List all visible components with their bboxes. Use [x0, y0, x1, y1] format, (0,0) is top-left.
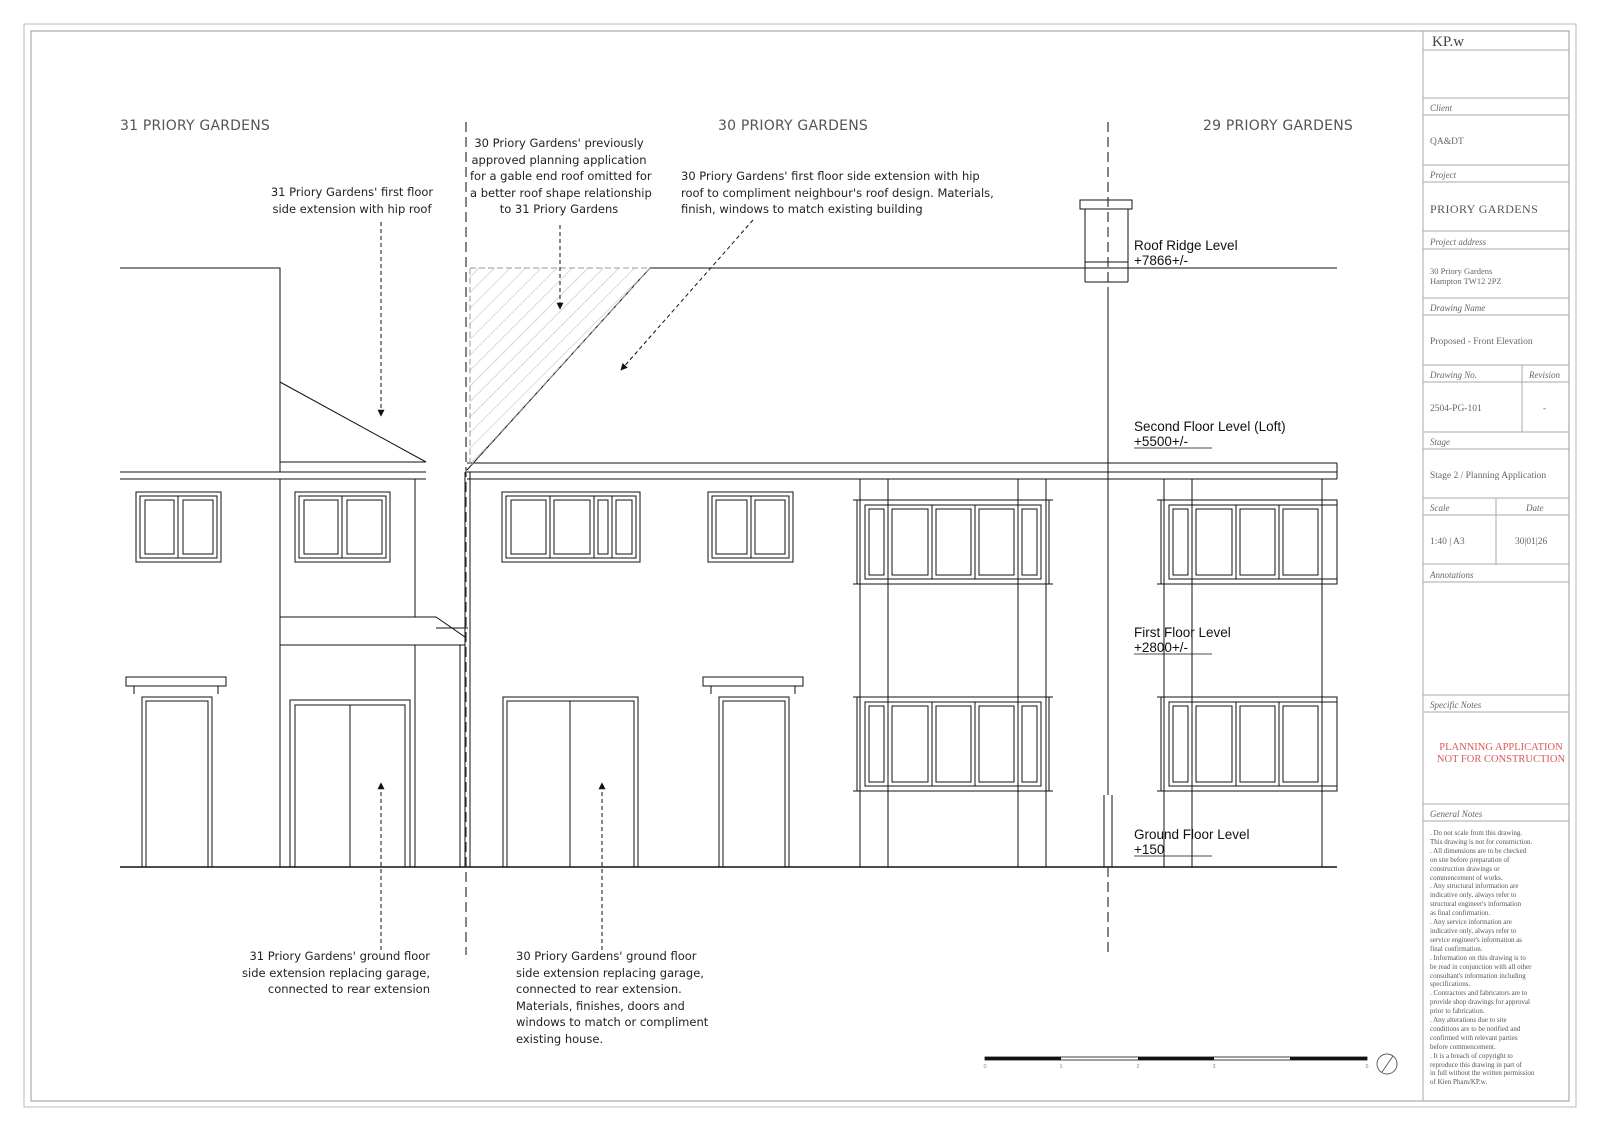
- general-note-line: This drawing is not for construction.: [1430, 837, 1533, 846]
- client-value: QA&DT: [1430, 137, 1464, 147]
- note-line: a better roof shape relationship: [470, 185, 652, 200]
- date-value: 30|01|26: [1515, 537, 1548, 547]
- level-name: Second Floor Level (Loft): [1134, 419, 1286, 434]
- general-note-line: . Any structural information are: [1430, 882, 1519, 891]
- note-line: connected to rear extension.: [516, 982, 682, 996]
- general-note-line: indicative only, always refer to: [1430, 926, 1517, 935]
- warning-line: NOT FOR CONSTRUCTION: [1436, 754, 1566, 765]
- level-name: First Floor Level: [1134, 625, 1231, 640]
- general-notes: [1430, 829, 1580, 1087]
- general-note-line: on site before preparation of: [1430, 855, 1510, 864]
- scale-tick-0: 0: [983, 1064, 987, 1070]
- general-note-line: indicative only, always refer to: [1430, 891, 1517, 900]
- note-line: to 31 Priory Gardens: [499, 202, 619, 216]
- note-line: windows to match or compliment: [516, 1015, 709, 1029]
- general-note-line: conditions are to be notified and: [1430, 1024, 1521, 1033]
- note-line: connected to rear extension: [267, 982, 430, 996]
- house-label-30: 30 PRIORY GARDENS: [718, 118, 868, 134]
- general-note-line: prior to fabrication.: [1430, 1007, 1485, 1016]
- north-arrow-icon: [1377, 1054, 1397, 1074]
- drawing-name-value: Proposed - Front Elevation: [1430, 337, 1533, 347]
- level-value: +2800+/-: [1134, 640, 1189, 655]
- drawing-no-value: 2504-PG-101: [1430, 404, 1482, 414]
- note-line: side extension with hip roof: [272, 201, 432, 216]
- note-31-ground-floor: [230, 948, 430, 998]
- note-line: side extension replacing garage,: [242, 965, 430, 980]
- scale-tick-1: 1: [1059, 1064, 1063, 1070]
- level-name: Ground Floor Level: [1134, 827, 1250, 842]
- note-30-gable-omitted: [470, 135, 652, 218]
- general-note-line: confirmed with relevant parties: [1430, 1033, 1518, 1042]
- scale-tick-2: 2: [1136, 1064, 1140, 1070]
- address-value: [1430, 266, 1502, 286]
- date-label: Date: [1526, 503, 1544, 513]
- general-note-line: provide shop drawings for approval: [1430, 998, 1530, 1007]
- level-ground-floor: [1134, 827, 1250, 857]
- note-line: roof to compliment neighbour's roof design. Materials,: [681, 185, 994, 200]
- warning-line: PLANNING APPLICATION: [1439, 742, 1563, 753]
- general-note-line: . It is a breach of copyright to: [1430, 1051, 1513, 1060]
- general-note-line: . Any service information are: [1430, 918, 1512, 927]
- general-note-line: reproduce this drawing in part of: [1430, 1060, 1522, 1069]
- note-line: 30 Priory Gardens' first floor side extension with hip: [681, 169, 980, 183]
- general-note-line: consultant's information including: [1430, 971, 1526, 980]
- level-name: Roof Ridge Level: [1134, 238, 1238, 253]
- drawing-name-label: Drawing Name: [1430, 303, 1486, 313]
- note-line: approved planning application: [471, 152, 647, 167]
- general-note-line: . Any alterations due to site: [1430, 1016, 1507, 1025]
- logo: KP.w: [1432, 34, 1465, 50]
- note-line: 30 Priory Gardens' ground floor: [516, 949, 697, 963]
- project-label: Project: [1430, 170, 1457, 180]
- scale-bar: [983, 1057, 1368, 1070]
- general-note-line: specifications.: [1430, 980, 1471, 989]
- general-note-line: . Do not scale from this drawing.: [1430, 829, 1523, 837]
- scale-tick-3: 3: [1212, 1064, 1216, 1070]
- level-first-floor: [1134, 625, 1231, 655]
- address-line: 30 Priory Gardens: [1430, 266, 1493, 276]
- stage-label: Stage: [1430, 437, 1450, 447]
- scale-value: 1:40 | A3: [1430, 537, 1465, 547]
- general-note-line: service engineer's information as: [1430, 935, 1523, 944]
- general-note-line: in full without the written permission: [1430, 1069, 1535, 1078]
- general-note-line: final confirmation.: [1430, 944, 1483, 953]
- general-note-line: as final confirmation.: [1430, 909, 1491, 918]
- general-note-line: . All dimensions are to be checked: [1430, 846, 1527, 855]
- general-note-line: be read in conjunction with all other: [1430, 962, 1532, 971]
- note-line: finish, windows to match existing building: [681, 202, 923, 216]
- level-value: +5500+/-: [1134, 434, 1189, 449]
- level-second-floor: [1134, 419, 1286, 449]
- note-line: 30 Priory Gardens' previously: [474, 136, 644, 150]
- general-notes-label: General Notes: [1430, 809, 1483, 819]
- note-line: 31 Priory Gardens' ground floor: [249, 949, 430, 963]
- revision-label: Revision: [1529, 370, 1560, 380]
- boundary-lines: [466, 122, 1108, 955]
- note-line: side extension replacing garage,: [516, 965, 704, 980]
- note-line: for a gable end roof omitted for: [470, 169, 652, 183]
- scale-tick-5: 5: [1365, 1064, 1369, 1070]
- project-value: PRIORY GARDENS: [1430, 202, 1539, 216]
- note-30-first-floor: [681, 168, 994, 218]
- level-value: +150: [1134, 842, 1165, 857]
- revision-value: -: [1543, 404, 1547, 414]
- level-roof-ridge: [1134, 238, 1238, 268]
- general-note-line: construction drawings or: [1430, 864, 1500, 873]
- annotations-label: Annotations: [1430, 570, 1474, 580]
- house-label-29: 29 PRIORY GARDENS: [1203, 118, 1353, 134]
- level-value: +7866+/-: [1134, 253, 1189, 268]
- general-note-line: of Kien Pham/KP.w.: [1430, 1078, 1488, 1087]
- address-label: Project address: [1430, 237, 1487, 247]
- note-31-first-floor: [232, 184, 472, 217]
- general-note-line: commencement of works.: [1430, 873, 1503, 882]
- scale-label: Scale: [1430, 503, 1450, 513]
- drawing-no-label: Drawing No.: [1430, 370, 1478, 380]
- note-30-ground-floor: [516, 948, 708, 1047]
- stage-value: Stage 2 / Planning Application: [1430, 471, 1547, 481]
- general-note-line: . Information on this drawing is to: [1430, 953, 1526, 962]
- note-line: Materials, finishes, doors and: [516, 998, 685, 1013]
- general-note-line: before commencement.: [1430, 1042, 1496, 1051]
- general-note-line: structural engineer's information: [1430, 900, 1522, 909]
- specific-notes-label: Specific Notes: [1430, 700, 1482, 710]
- note-line: existing house.: [516, 1031, 604, 1046]
- planning-warning: [1422, 742, 1580, 766]
- address-line: Hampton TW12 2PZ: [1430, 276, 1502, 286]
- first-floor-windows: [136, 492, 1337, 584]
- general-note-line: . Contractors and fabricators are to: [1430, 989, 1528, 998]
- client-label: Client: [1430, 103, 1452, 113]
- note-line: 31 Priory Gardens' first floor: [270, 185, 434, 199]
- house-label-31: 31 PRIORY GARDENS: [120, 118, 270, 134]
- elevation-linework: [120, 200, 1337, 867]
